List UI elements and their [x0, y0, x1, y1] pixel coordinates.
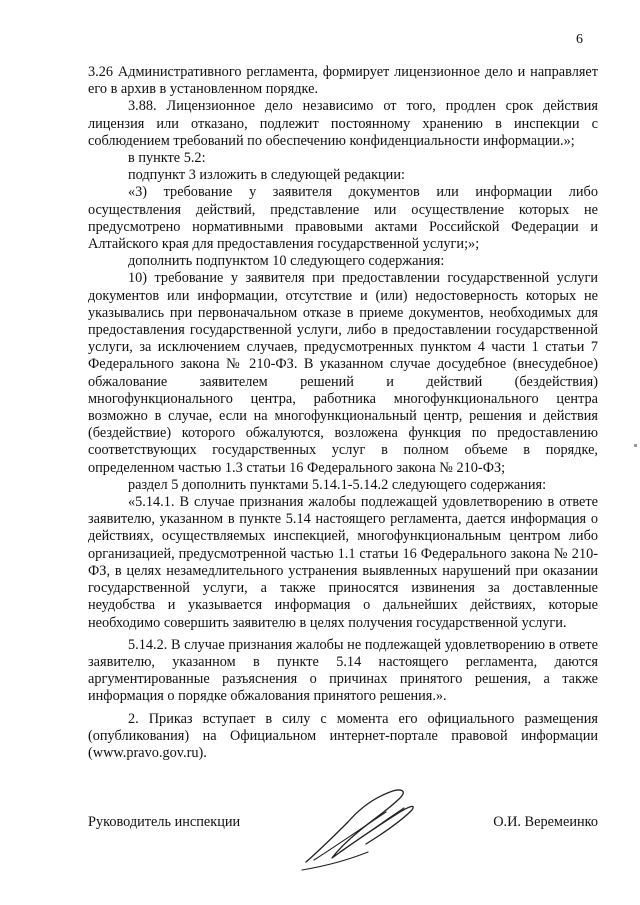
- paragraph-5: «3) требование у заявителя документов или информации либо осуществления действий, представление или осуществление которых не предусмотрено нормативными правовыми актами Российской Федерации и Алтайского края для предоставления государственной услуги;»;: [88, 184, 598, 253]
- signature-block: [88, 802, 598, 892]
- handwritten-signature-icon: [296, 786, 426, 876]
- scan-artifact: [634, 444, 637, 447]
- paragraph-6: дополнить подпунктом 10 следующего содержания:: [128, 253, 445, 270]
- signatory-name: О.И. Веремеинко: [493, 814, 598, 830]
- page-number: 6: [576, 32, 583, 47]
- paragraph-8: раздел 5 дополнить пунктами 5.14.1-5.14.2 следующего содержания:: [128, 476, 547, 493]
- paragraph-11: 2. Приказ вступает в силу с момента его официального размещения (опубликования) на Официальном интернет-портале правовой информации (www.pravo.gov.ru).: [88, 710, 598, 761]
- paragraph-7: 10) требование у заявителя при предоставлении государственной услуги документов или информации, отсутствие и (или) недостоверность которых не указывались при первоначальном отказе в приеме документов, необходимых для предоставления государственной услуги, либо в предоставлении государственной услуги, за исключением случаев, предусмотренных пунктом 4 части 1 статьи 7 Федерального закона № 210-ФЗ. В указанном случае досудебное (внесудебное) обжалование заявителем решений и действий (бездействия) многофункционального центра, работника многофункционального центра возможно в случае, если на многофункциональный центр, решения и действия (бездействие) которого обжалуются, возложена функция по предоставлению соответствующих государственных услуг в полном объеме в порядке, определенном частью 1.3 статьи 16 Федерального закона № 210-ФЗ;: [88, 270, 598, 476]
- document-body: [88, 64, 598, 762]
- signatory-title: Руководитель инспекции: [88, 814, 241, 830]
- paragraph-9: «5.14.1. В случае признания жалобы подлежащей удовлетворению в ответе заявителю, указанном в пункте 5.14 настоящего регламента, дается информация о действиях, осуществляемых инспекцией, многофункциональным центром либо организацией, предусмотренной частью 1.1 статьи 16 Федерального закона № 210-ФЗ, в целях незамедлительного устранения выявленных нарушений при оказании государственной услуги, а также приносятся извинения за доставленные неудобства и указывается информация о дальнейших действиях, которые необходимо совершить заявителю в целях получения государственной услуги.: [88, 494, 598, 631]
- paragraph-3: в пункте 5.2:: [128, 150, 206, 167]
- paragraph-4: подпункт 3 изложить в следующей редакции:: [128, 167, 405, 184]
- paragraph-1: 3.26 Административного регламента, формирует лицензионное дело и направляет его в архив в установленном порядке.: [88, 64, 598, 98]
- paragraph-10: 5.14.2. В случае признания жалобы не подлежащей удовлетворению в ответе заявителю, указанном в пункте 5.14 настоящего регламента, даются аргументированные разъяснения о причинах принятого решения, а также информация о порядке обжалования принятого решения.».: [88, 636, 598, 705]
- paragraph-2: 3.88. Лицензионное дело независимо от того, продлен срок действия лицензия или отказано, подлежит постоянному хранению в инспекции с соблюдением требований по обеспечению конфиденциальности информации.»;: [88, 98, 598, 149]
